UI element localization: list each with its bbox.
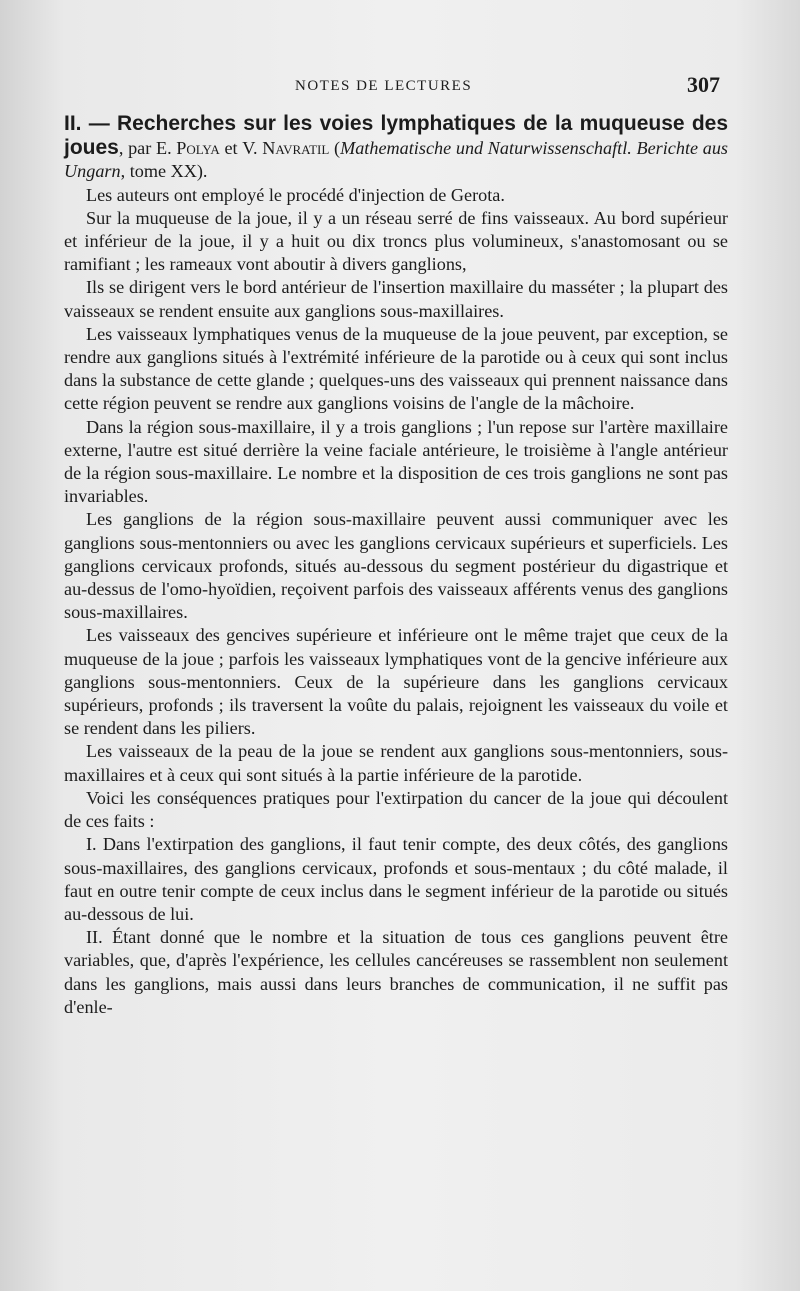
article-and: et	[219, 138, 243, 159]
page-body	[64, 112, 728, 1019]
paragraph: II. Étant donné que le nombre et la situation de tous ces ganglions peuvent être variables, que, d'après l'expérience, les cellules cancéreuses se rassemblent non seulement dans les ganglions, mais aussi dans leurs branches de communication, il ne suffit pas d'enle-	[64, 927, 728, 1017]
paragraph: Les auteurs ont employé le procédé d'injection de Gerota.	[86, 184, 505, 205]
author-navratil: V. Navratil	[242, 138, 330, 159]
article-numeral: II. —	[64, 112, 117, 135]
running-head: NOTES DE LECTURES	[295, 78, 473, 94]
paragraph: Les ganglions de la région sous-maxillaire peuvent aussi communiquer avec les ganglions sous-mentonniers ou avec les ganglions cervicaux supérieurs et superficiels. Les ganglions cervicaux profonds, situés au-dessous du segment postérieur du digastrique et au-dessus de l'omo-hyoïdien, reçoivent parfois des vaisseaux afférents venus des ganglions sous-maxillaires.	[64, 509, 728, 623]
paragraph: Sur la muqueuse de la joue, il y a un réseau serré de fins vaisseaux. Au bord supérieur et inférieur de la joue, il y a huit ou dix troncs plus volumineux, s'anastomosant ou se ramifiant ; les rameaux vont aboutir à divers ganglions,	[64, 207, 728, 275]
article-heading	[64, 112, 728, 184]
paragraph: Voici les conséquences pratiques pour l'extirpation du cancer de la joue qui découlent de ces faits :	[64, 787, 728, 832]
article-by: , par	[118, 138, 156, 159]
page-number: 307	[687, 72, 720, 97]
paragraph: Les vaisseaux lymphatiques venus de la muqueuse de la joue peuvent, par exception, se rendre aux ganglions situés à l'extrémité inférieure de la parotide ou à ceux qui sont inclus dans la substance de cette glande ; quelques-uns des vaisseaux qui prennent naissance dans cette région peuvent se rendre aux ganglions voisins de l'angle de la mâchoire.	[64, 323, 728, 414]
author-polya: E. Polya	[155, 138, 220, 159]
paragraph: Ils se dirigent vers le bord antérieur de l'insertion maxillaire du masséter ; la plupart des vaisseaux se rendent ensuite aux ganglions sous-maxillaires.	[64, 277, 728, 321]
page-header	[60, 72, 720, 102]
article-source: Mathematische und Naturwissenschaftl. Berichte aus Ungarn	[64, 138, 728, 182]
article-open-paren: (	[329, 138, 341, 159]
article-tome: , tome XX).	[120, 161, 208, 182]
article-title: Recherches sur les voies lymphatiques de la muqueuse des joues	[64, 112, 728, 160]
paragraph: Les vaisseaux de la peau de la joue se rendent aux ganglions sous-mentonniers, sous-maxillaires et à ceux qui sont situés à la partie inférieure de la parotide.	[64, 741, 728, 785]
paragraph: I. Dans l'extirpation des ganglions, il faut tenir compte, des deux côtés, des ganglions sous-maxillaires, des ganglions cervicaux, profonds et sous-mentaux ; du côté malade, il faut en outre tenir compte de ceux inclus dans le segment inférieur de la parotide ou situés au-dessous de lui.	[64, 834, 728, 924]
paragraph: Les vaisseaux des gencives supérieure et inférieure ont le même trajet que ceux de la muqueuse de la joue ; parfois les vaisseaux lymphatiques vont de la gencive inférieure aux ganglions sous-mentonniers. Ceux de la supérieure dans les ganglions cervicaux supérieurs, profonds ; ils traversent la voûte du palais, rejoignent les vaisseaux du voile et se rendent dans les piliers.	[64, 625, 728, 739]
paragraph: Dans la région sous-maxillaire, il y a trois ganglions ; l'un repose sur l'artère maxillaire externe, l'autre est situé derrière la veine faciale antérieure, le troisième à l'angle antérieur de la région sous-maxillaire. Le nombre et la disposition de ces trois ganglions ne sont pas invariables.	[64, 416, 728, 507]
